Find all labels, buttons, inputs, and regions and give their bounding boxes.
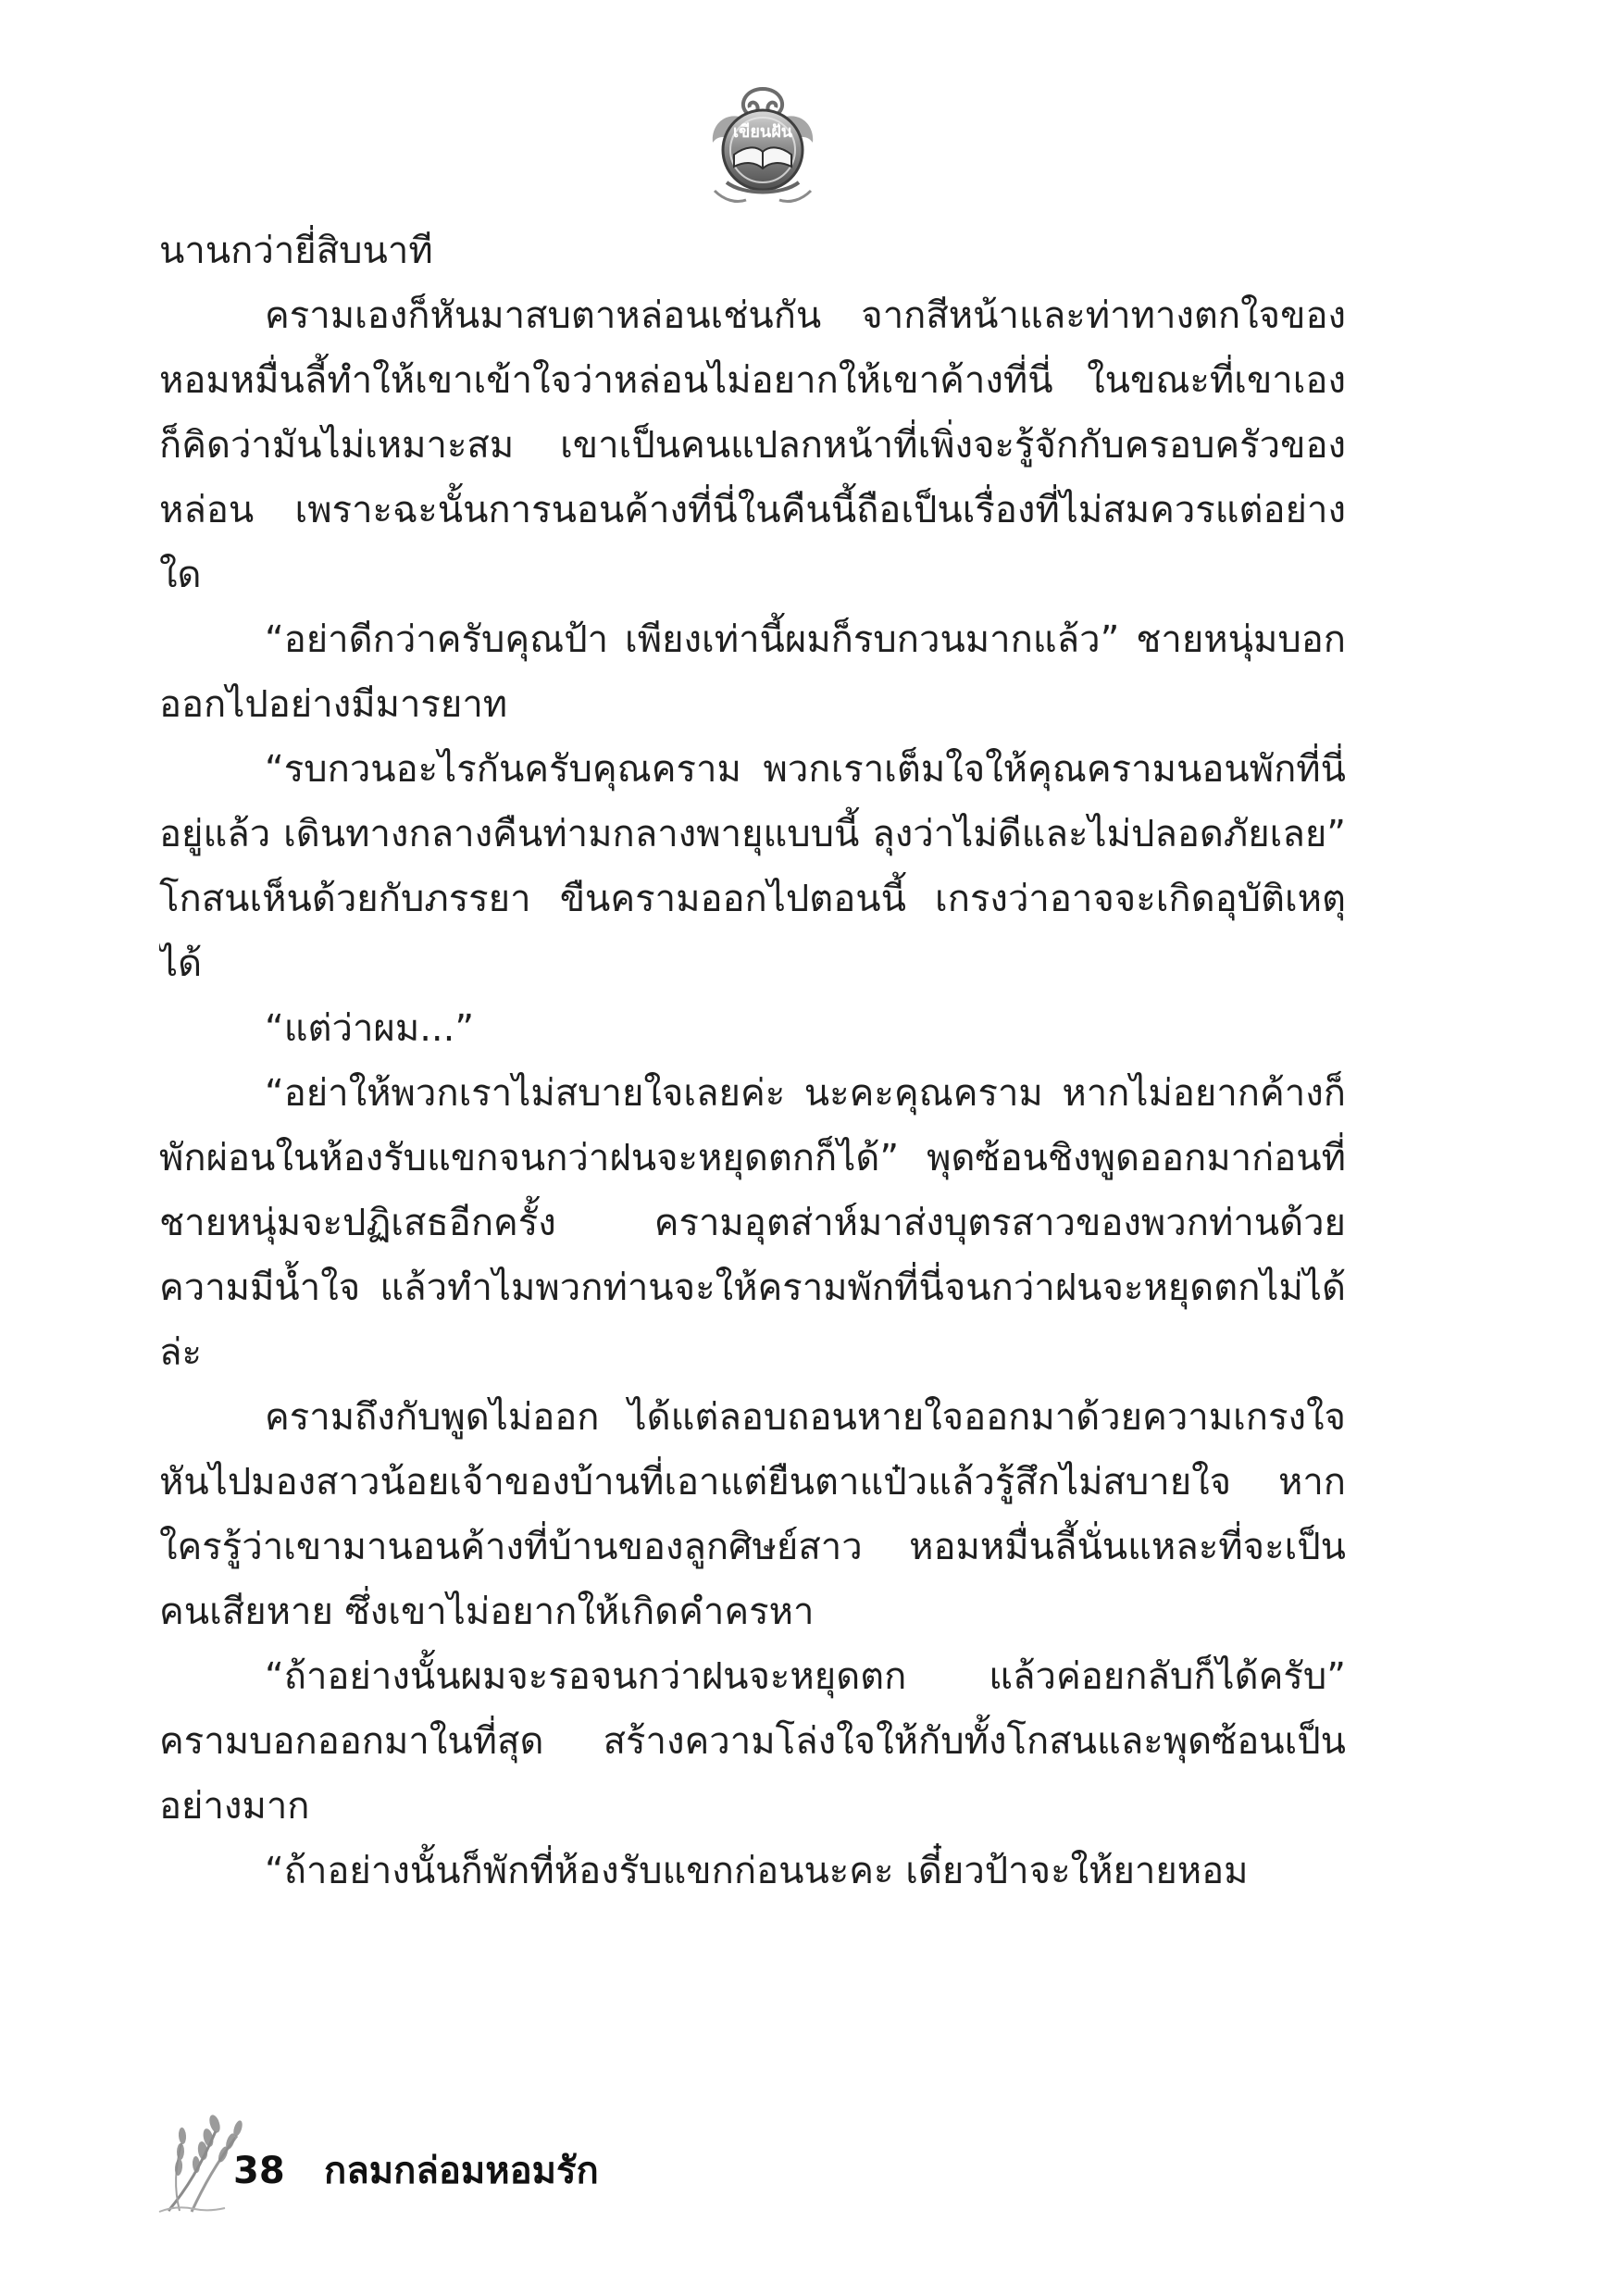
paragraph-1: นานกว่ายี่สิบนาที [159, 230, 433, 272]
paragraph-8: “ถ้าอย่างนั้นผมจะรอจนกว่าฝนจะหยุดตก แล้วค่อยกลับก็ได้ครับ” ครามบอกออกมาในที่สุด สร้างความโล่งใจให้กับทั้งโกสนและพุดซ้อนเป็นอย่างมาก [159, 1655, 1346, 1828]
paragraph-9: “ถ้าอย่างนั้นก็พักที่ห้องรับแขกก่อนนะคะ เดี๋ยวป้าจะให้ยายหอม [265, 1850, 1249, 1892]
page-content [159, 218, 1346, 2107]
page-number: 38 [233, 2150, 285, 2192]
paragraph-6: “อย่าให้พวกเราไม่สบายใจเลยค่ะ นะคะคุณคราม หากไม่อยากค้างก็พักผ่อนในห้องรับแขกจนกว่าฝนจะหยุดตกก็ได้” พุดซ้อนชิงพูดออกมาก่อนที่ชายหนุ่มจะปฏิเสธอีกครั้ง ครามอุตส่าห์มาส่งบุตรสาวของพวกท่านด้วยความมีน้ำใจ แล้วทำไมพวกท่านจะให้ครามพักที่นี่จนกว่าฝนจะหยุดตกไม่ได้ล่ะ [159, 1072, 1346, 1374]
header-logo [679, 81, 846, 211]
paragraph-5: “แต่ว่าผม...” [265, 1007, 475, 1050]
paragraph-7: ครามถึงกับพูดไม่ออก ได้แต่ลอบถอนหายใจออกมาด้วยความเกรงใจ หันไปมองสาวน้อยเจ้าของบ้านที่เอาแต่ยืนตาแป๋วแล้วรู้สึกไม่สบายใจ หากใครรู้ว่าเขามานอนค้างที่บ้านของลูกศิษย์สาว หอมหมื่นลี้นั่นแหละที่จะเป็นคนเสียหาย ซึ่งเขาไม่อยากให้เกิดคำครหา [159, 1396, 1346, 1633]
book-title: กลมกล่อมหอมรัก [324, 2150, 599, 2192]
paragraph-4: “รบกวนอะไรกันครับคุณคราม พวกเราเต็มใจให้คุณครามนอนพักที่นี่อยู่แล้ว เดินทางกลางคืนท่ามกลางพายุแบบนี้ ลุงว่าไม่ดีและไม่ปลอดภัยเลย” โกสนเห็นด้วยกับภรรยา ขืนครามออกไปตอนนี้ เกรงว่าอาจจะเกิดอุบัติเหตุได้ [159, 748, 1346, 985]
paragraph-2: ครามเองก็หันมาสบตาหล่อนเช่นกัน จากสีหน้าและท่าทางตกใจของหอมหมื่นลี้ทำให้เขาเข้าใจว่าหล่อนไม่อยากให้เขาค้างที่นี่ ในขณะที่เขาเองก็คิดว่ามันไม่เหมาะสม เขาเป็นคนแปลกหน้าที่เพิ่งจะรู้จักกับครอบครัวของหล่อน เพราะฉะนั้นการนอนค้างที่นี่ในคืนนี้ถือเป็นเรื่องที่ไม่สมควรแต่อย่างใด [159, 294, 1346, 596]
logo-text: เขียนฝัน [732, 122, 793, 142]
paragraph-3: “อย่าดีกว่าครับคุณป้า เพียงเท่านี้ผมก็รบกวนมากแล้ว” ชายหนุ่มบอกออกไปอย่างมีมารยาท [159, 618, 1346, 726]
page-footer [148, 2092, 815, 2222]
ornate-book-emblem-icon [679, 81, 846, 211]
